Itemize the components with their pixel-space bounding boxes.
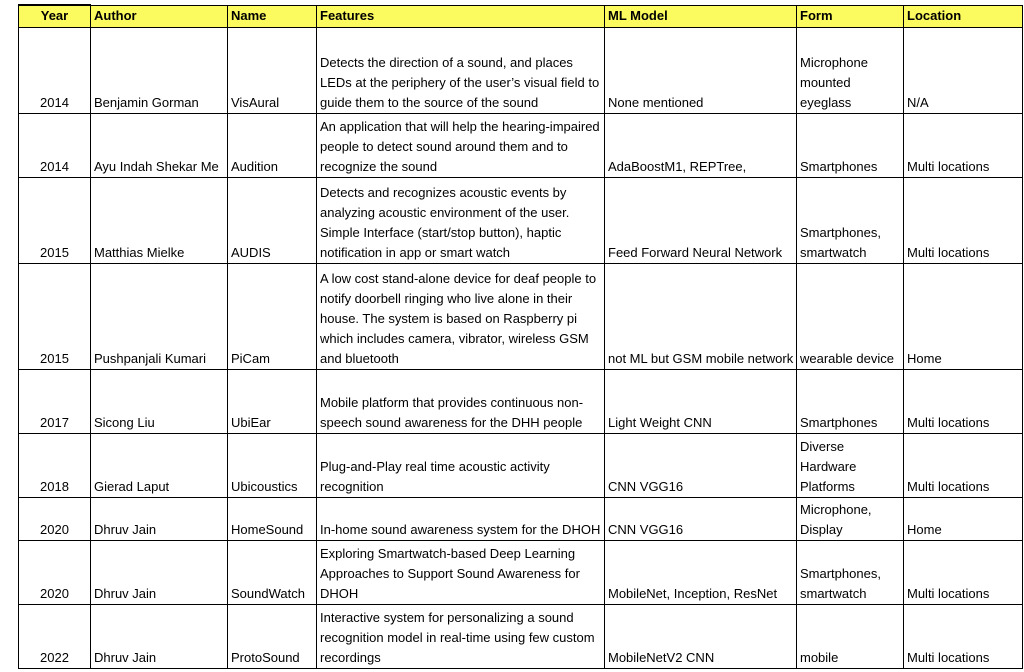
cell-features: Mobile platform that provides continuous non-speech sound awareness for the DHH people: [317, 370, 605, 434]
header-author: Author: [91, 5, 228, 28]
cell-year: 2020: [19, 541, 91, 605]
cell-year: 2015: [19, 264, 91, 370]
cell-year: 2017: [19, 370, 91, 434]
cell-name: UbiEar: [228, 370, 317, 434]
research-table: [18, 4, 1023, 669]
cell-ml-model: AdaBoostM1, REPTree,: [605, 114, 797, 178]
cell-name: Audition: [228, 114, 317, 178]
table-row: [19, 370, 1023, 434]
cell-features: Interactive system for personalizing a sound recognition model in real-time using few custom recordings: [317, 605, 605, 669]
header-ml-model: ML Model: [605, 5, 797, 28]
cell-location: Multi locations: [904, 114, 1023, 178]
cell-name: SoundWatch: [228, 541, 317, 605]
cell-ml-model: CNN VGG16: [605, 498, 797, 541]
cell-name: VisAural: [228, 28, 317, 114]
cell-form: Diverse Hardware Platforms: [797, 434, 904, 498]
cell-features: A low cost stand-alone device for deaf people to notify doorbell ringing who live alone in their house. The system is based on Raspberry pi which includes camera, vibrator, wireless GSM and bluetooth: [317, 264, 605, 370]
cell-author: Benjamin Gorman: [91, 28, 228, 114]
cell-ml-model: MobileNetV2 CNN: [605, 605, 797, 669]
cell-location: Multi locations: [904, 370, 1023, 434]
cell-name: ProtoSound: [228, 605, 317, 669]
cell-author: Matthias Mielke: [91, 178, 228, 264]
table-row: [19, 605, 1023, 669]
header-location: Location: [904, 5, 1023, 28]
cell-form: mobile: [797, 605, 904, 669]
cell-year: 2014: [19, 114, 91, 178]
cell-form: Smartphones: [797, 370, 904, 434]
cell-form: wearable device: [797, 264, 904, 370]
header-year: Year: [19, 5, 91, 28]
cell-author: Pushpanjali Kumari: [91, 264, 228, 370]
cell-location: N/A: [904, 28, 1023, 114]
cell-location: Multi locations: [904, 605, 1023, 669]
table-row: [19, 434, 1023, 498]
table-row: [19, 498, 1023, 541]
cell-author: Dhruv Jain: [91, 541, 228, 605]
cell-name: AUDIS: [228, 178, 317, 264]
cell-ml-model: Light Weight CNN: [605, 370, 797, 434]
cell-features: In-home sound awareness system for the DHOH: [317, 498, 605, 541]
cell-features: Detects and recognizes acoustic events by analyzing acoustic environment of the user. Simple Interface (start/stop button), haptic notification in app or smart watch: [317, 178, 605, 264]
cell-name: PiCam: [228, 264, 317, 370]
cell-author: Dhruv Jain: [91, 605, 228, 669]
cell-author: Sicong Liu: [91, 370, 228, 434]
cell-author: Dhruv Jain: [91, 498, 228, 541]
cell-location: Multi locations: [904, 541, 1023, 605]
cell-form: Microphone, Display: [797, 498, 904, 541]
cell-name: HomeSound: [228, 498, 317, 541]
table-row: [19, 178, 1023, 264]
table-row: [19, 264, 1023, 370]
cell-year: 2022: [19, 605, 91, 669]
cell-year: 2015: [19, 178, 91, 264]
cell-form: Smartphones: [797, 114, 904, 178]
cell-name: Ubicoustics: [228, 434, 317, 498]
cell-year: 2020: [19, 498, 91, 541]
cell-location: Home: [904, 264, 1023, 370]
cell-features: Detects the direction of a sound, and places LEDs at the periphery of the user’s visual field to guide them to the source of the sound: [317, 28, 605, 114]
cell-author: Gierad Laput: [91, 434, 228, 498]
header-features: Features: [317, 5, 605, 28]
cell-ml-model: not ML but GSM mobile network: [605, 264, 797, 370]
header-name: Name: [228, 5, 317, 28]
cell-ml-model: CNN VGG16: [605, 434, 797, 498]
table-row: [19, 541, 1023, 605]
table-row: [19, 28, 1023, 114]
header-form: Form: [797, 5, 904, 28]
cell-location: Multi locations: [904, 178, 1023, 264]
cell-form: Smartphones, smartwatch: [797, 541, 904, 605]
cell-form: Microphone mounted eyeglass: [797, 28, 904, 114]
cell-ml-model: Feed Forward Neural Network: [605, 178, 797, 264]
cell-author: Ayu Indah Shekar Me: [91, 114, 228, 178]
cell-location: Home: [904, 498, 1023, 541]
cell-year: 2018: [19, 434, 91, 498]
cell-features: An application that will help the hearing-impaired people to detect sound around them and to recognize the sound: [317, 114, 605, 178]
cell-form: Smartphones, smartwatch: [797, 178, 904, 264]
cell-ml-model: MobileNet, Inception, ResNet: [605, 541, 797, 605]
cell-year: 2014: [19, 28, 91, 114]
cell-features: Exploring Smartwatch-based Deep Learning Approaches to Support Sound Awareness for DHOH: [317, 541, 605, 605]
table-row: [19, 114, 1023, 178]
cell-location: Multi locations: [904, 434, 1023, 498]
cell-features: Plug-and-Play real time acoustic activity recognition: [317, 434, 605, 498]
cell-ml-model: None mentioned: [605, 28, 797, 114]
header-row: [19, 5, 1023, 28]
